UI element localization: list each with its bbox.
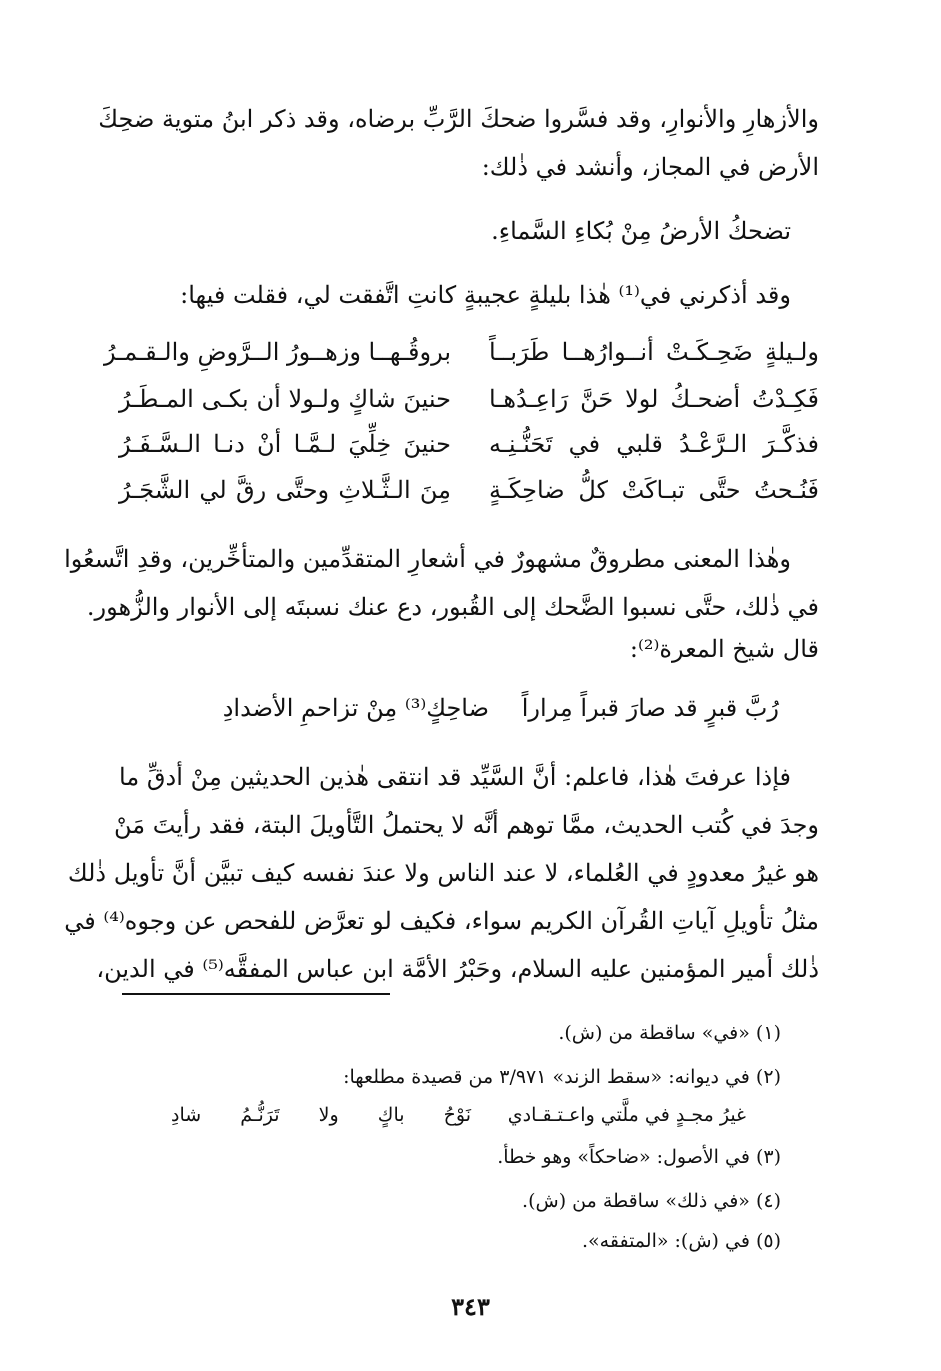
verse-second-half: ضاحِكٍ⁽³⁾ مِنْ تزاحمِ الأضدادِ xyxy=(222,694,489,722)
footnote: (٣) في الأصول: «ضاحكاً» وهو خطأ. xyxy=(497,1146,781,1168)
page-number: ٣٤٣ xyxy=(451,1292,490,1321)
quoted-hemistich: تضحكُ الأرضُ مِنْ بُكاءِ السَّماءِ. xyxy=(491,217,791,245)
body-line: وقد أذكرني في⁽¹⁾ هٰذا بليلةٍ عجيبةٍ كانتِ اتَّفقت لي، فقلت فيها: xyxy=(180,281,791,309)
quoted-verse xyxy=(119,694,819,734)
poem-verse xyxy=(119,430,819,470)
footnote-separator xyxy=(122,993,390,995)
verse-first-half: رُبَّ قبرٍ قد صارَ قبراً مِراراً xyxy=(521,694,779,722)
poem-verse xyxy=(119,476,819,516)
body-line: هو غيرُ معدودٍ في العُلماء، لا عند الناس ولا عندَ نفسه كيف تبيَّن أنَّ تأويل ذٰلك xyxy=(67,859,819,887)
body-line: وجدَ في كُتب الحديث، ممَّا توهم أنَّه لا يحتملُ التَّأويلَ البتة، فقد رأيتَ مَنْ xyxy=(114,811,819,839)
verse-first-half: غيرُ مجـدٍ في ملَّتي واعـتـقـادي xyxy=(507,1104,746,1126)
body-line: قال شيخ المعرة⁽²⁾: xyxy=(629,635,819,663)
footnote: (٥) في (ش): «المتفقه». xyxy=(582,1230,781,1252)
body-line: وهٰذا المعنى مطروقٌ مشهورٌ في أشعارِ المتقدِّمين والمتأخِّرين، وقدِ اتَّسعُوا xyxy=(64,545,791,573)
footnote: (٤) «في ذلك» ساقطة من (ش). xyxy=(522,1190,781,1212)
verse-first-half: ولـيلةٍ ضَحِـكَـتْ أنــوارُهــا طَرَبــاً xyxy=(489,338,819,366)
footnote: (٢) في ديوانه: «سقط الزند» ٣/٩٧١ من قصيدة مطلعها: xyxy=(343,1066,781,1088)
body-line: مثلُ تأويلِ آياتِ القُرآن الكريم سواء، فكيف لو تعرَّض للفحص عن وجوه⁽⁴⁾ في xyxy=(64,907,819,935)
verse-second-half: بروقُـهــا وزهــورُ الــرَّوضِ والـقـمـرُ xyxy=(103,338,451,366)
verse-second-half: حنينَ شاكٍ ولـولا أن بكـى المـطَـرُ xyxy=(119,385,451,413)
verse-first-half: فَكِـدْتُ أضحـكُ لولا حَنَّ رَاعِـدُهـا xyxy=(489,385,819,413)
body-line: والأزهارِ والأنوارِ، وقد فسَّروا ضحكَ الرَّبِّ برضاه، وقد ذكر ابنُ متوية ضحِكَ xyxy=(98,105,819,133)
verse-first-half: فذكَّـرَ الـرَّعْـدُ قلبي في تَحَنُّـنِـه xyxy=(489,430,819,458)
body-line: في ذٰلك، حتَّى نسبوا الضَّحك إلى القُبور، دع عنك نسبتَه إلى الأنوار والزُّهور. xyxy=(86,593,819,621)
verse-first-half: فَنُـحتُ حتَّى تبـاكَتْ كلُّ ضاحِكَـةٍ xyxy=(489,476,819,504)
verse-second-half: حنينَ خِلِّيَ لـمَّـا أنْ دنـا الـسَّـفَـرُ xyxy=(119,430,451,458)
footnote: (١) «في» ساقطة من (ش). xyxy=(558,1022,781,1044)
verse-second-half: نَوْحُ باكٍ ولا تَرَنُّـمُ شادِ xyxy=(171,1104,471,1126)
poem-verse xyxy=(103,338,819,378)
body-line: ذٰلك أمير المؤمنين عليه السلام، وحَبْرُ الأمَّة ابن عباس المفقَّه⁽⁵⁾ في الدين، xyxy=(96,955,819,983)
verse-second-half: مِنَ الـثَّـلاثِ وحتَّى رقَّ لي الشَّجَـرُ xyxy=(119,476,451,504)
body-line: فإذا عرفتَ هٰذا، فاعلم: أنَّ السَّيِّد قد انتقى هٰذين الحديثين مِنْ أدقِّ ما xyxy=(119,763,791,791)
body-line: الأرض في المجاز، وأنشد في ذٰلك: xyxy=(481,153,819,181)
footnote-verse xyxy=(171,1104,746,1134)
poem-verse xyxy=(119,385,819,425)
